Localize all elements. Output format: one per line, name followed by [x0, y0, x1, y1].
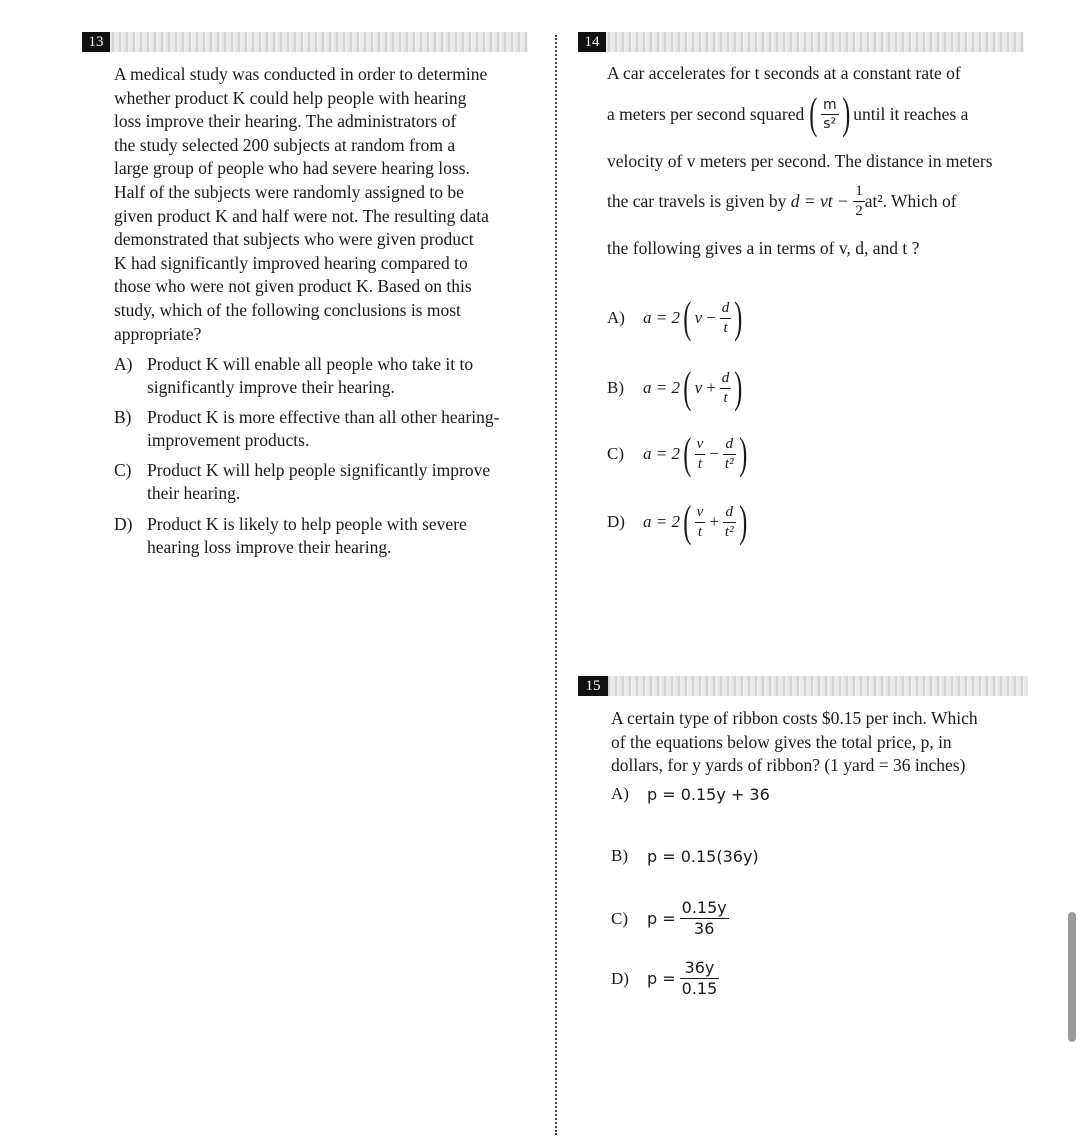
q13-line: appropriate?	[114, 323, 202, 344]
q15-number: 15	[578, 676, 608, 696]
q15-option-a[interactable]: A) p = 0.15y + 36	[611, 784, 770, 804]
q13-number: 13	[82, 32, 110, 52]
q14-option-c[interactable]: C) a = 2 ( $\frac{v}{t}$ − $\frac{d}{\text{t²}}$ )	[607, 429, 747, 478]
option-label: D)	[114, 514, 133, 534]
q14-line-2: a meters per second squared ( $\frac{m}{\text{s²}}$ ) until it reaches a	[607, 89, 969, 138]
q15-line: A certain type of ribbon costs $0.15 per inch. Which	[611, 708, 978, 728]
q14-option-d[interactable]: D) a = 2 ( $\frac{v}{t}$ + $\frac{d}{\text{t²}}$ )	[607, 497, 747, 546]
q14-option-a[interactable]: A) a = 2 ( v − $\frac{d}{t}$ )	[607, 293, 743, 342]
option-label: A)	[114, 354, 133, 374]
q15-option-d[interactable]: D) p = $\frac{36y}{0.15}$	[611, 958, 718, 998]
q15-option-b[interactable]: B) p = 0.15(36y)	[611, 846, 759, 866]
q13-line: K had significantly improved hearing compared to	[114, 252, 468, 273]
q13-stem	[114, 63, 544, 346]
q13-option-c[interactable]: C) Product K will help people significantly improve their hearing.	[114, 460, 491, 504]
q15-header-bar	[578, 676, 1028, 696]
q13-line: the study selected 200 subjects at random from a	[114, 134, 456, 155]
formula-fraction: $\frac{1}{2}$	[855, 183, 863, 219]
q13-header-bar	[82, 32, 528, 52]
q13-option-b[interactable]: B) Product K is more effective than all other hearing- improvement products.	[114, 407, 500, 451]
q13-line: Half of the subjects were randomly assigned to be	[114, 181, 464, 202]
q15-line: dollars, for y yards of ribbon? (1 yard = 36 inches)	[611, 755, 966, 776]
q14-line-3: velocity of v meters per second. The distance in meters	[607, 151, 993, 171]
q15-option-c[interactable]: C) p = $\frac{0.15y}{36}$	[611, 898, 727, 938]
q13-option-a[interactable]: A) Product K will enable all people who take it to significantly improve their hearing.	[114, 354, 474, 398]
q13-line: A medical study was conducted in order to determine	[114, 64, 488, 84]
column-divider	[555, 35, 557, 1135]
q13-option-d[interactable]: D) Product K is likely to help people with severe hearing loss improve their hearing.	[114, 514, 467, 558]
q13-line: loss improve their hearing. The administrators of	[114, 111, 457, 132]
unit-fraction: $\frac{m}{\text{s²}}$	[822, 96, 837, 132]
formula-lhs: d = vt −	[790, 191, 849, 211]
q14-line-4: the car travels is given by d = vt − $\frac{1}{2}$ at². Which of	[607, 183, 957, 219]
formula-rhs: at². Which of	[864, 191, 957, 211]
q13-line: given product K and half were not. The resulting data	[114, 205, 489, 226]
q15-stem	[611, 707, 1041, 778]
q14-line-1: A car accelerates for t seconds at a constant rate of	[607, 63, 961, 83]
scrollbar-thumb[interactable]	[1068, 912, 1076, 1042]
q14-line-5: the following gives a in terms of v, d, and t ?	[607, 238, 920, 258]
q13-line: study, which of the following conclusions is most	[114, 299, 461, 320]
q13-line: large group of people who had severe hearing loss.	[114, 158, 470, 179]
q14-option-b[interactable]: B) a = 2 ( v + $\frac{d}{t}$ )	[607, 363, 743, 412]
q13-line: whether product K could help people with hearing	[114, 87, 467, 108]
q13-line: those who were not given product K. Based on this	[114, 276, 472, 297]
q14-header-bar	[578, 32, 1024, 52]
q14-number: 14	[578, 32, 606, 52]
option-label: C)	[114, 460, 132, 480]
option-label: B)	[114, 407, 132, 427]
q13-line: demonstrated that subjects who were given product	[114, 229, 474, 250]
q15-line: of the equations below gives the total price, p, in	[611, 731, 952, 752]
